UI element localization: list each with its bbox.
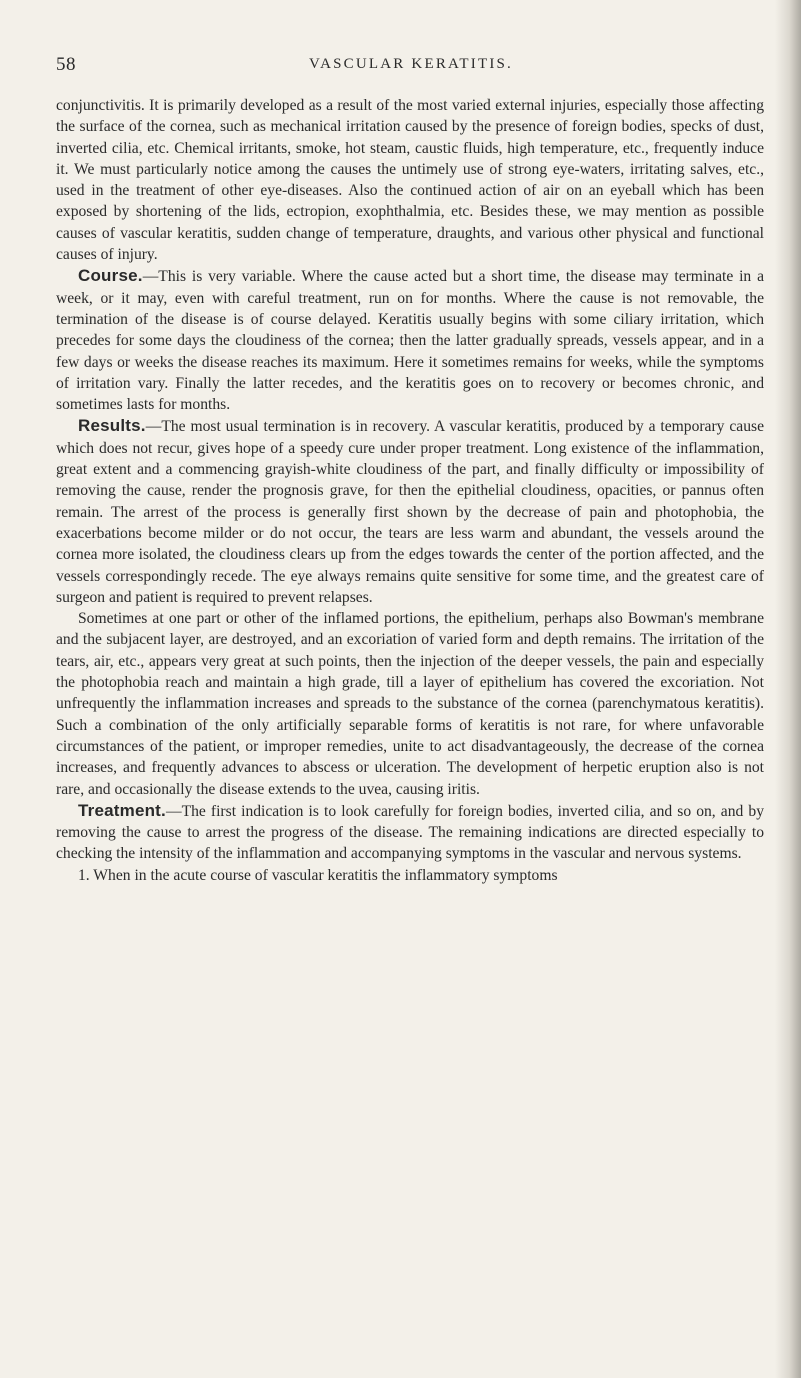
page-number: 58 xyxy=(56,54,76,75)
body-text xyxy=(56,95,764,886)
paragraph-results xyxy=(56,415,764,608)
paragraph-excoriation xyxy=(56,608,764,800)
paragraph-text: 1. When in the acute course of vascular keratitis the inflammatory symptoms xyxy=(78,866,558,884)
paragraph-treatment xyxy=(56,800,764,865)
paragraph-text: —This is very variable. Where the cause acted but a short time, the disease may terminate in a week, or it may, even with careful treatment, run on for months. Where the cause is not removable, the termination of the disease is of course delayed. Keratitis usually begins with some ciliary irritation, which precedes for some days the cloudiness of the cornea; then the latter gradually spreads, vessels appear, and in a few days or weeks the disease reaches its maximum. Here it sometimes remains for weeks, while the symptoms of irritation vary. Finally the latter recedes, and the keratitis goes on to recovery or becomes chronic, and sometimes lasts for months. xyxy=(56,268,764,414)
section-heading-course: Course. xyxy=(78,266,143,286)
paragraph-numbered-1 xyxy=(56,865,764,886)
page-edge-shadow xyxy=(775,0,801,1378)
running-head: VASCULAR KERATITIS. xyxy=(308,56,514,72)
section-heading-results: Results. xyxy=(78,416,146,436)
paragraph-text: —The most usual termination is in recovery. A vascular keratitis, produced by a temporary cause which does not recur, gives hope of a speedy cure under proper treatment. Long existence of the inflammation, great extent and a commencing grayish-white cloudiness of the part, and finally difficulty or impossibility of removing the cause, render the prognosis grave, for then the epithelial cloudiness, opacities, or pannus often remain. The arrest of the process is generally first shown by the decrease of pain and photophobia, the exacerbations become milder or do not occur, the tears are less warm and abundant, the vessels around the cornea more isolated, the cloudiness clears up from the edges towards the center of the portion affected, and the vessels correspondingly recede. The eye always remains quite sensitive for some time, and the greatest care of surgeon and patient is required to prevent relapses. xyxy=(56,418,764,606)
section-heading-treatment: Treatment. xyxy=(78,800,166,820)
paragraph-intro xyxy=(56,95,764,265)
paragraph-text: conjunctivitis. It is primarily developed as a result of the most varied external injuries, especially those affecting the surface of the cornea, such as mechanical irritation caused by the presence of foreign bodies, specks of dust, inverted cilia, etc. Chemical irritants, smoke, hot steam, caustic fluids, high temperature, etc., frequently induce it. We must particularly notice among the causes the untimely use of strong eye-waters, irritating salves, etc., used in the treatment of other eye-diseases. Also the continued action of air on an eyeball which has been exposed by shortening of the lids, ectropion, exophthalmia, etc. Besides these, we may mention as possible causes of vascular keratitis, sudden change of temperature, draughts, and various other physical and functional causes of injury. xyxy=(56,97,764,264)
paragraph-course xyxy=(56,265,764,415)
paragraph-text: —The first indication is to look carefully for foreign bodies, inverted cilia, and so on, and by removing the cause to arrest the progress of the disease. The remaining indications are directed especially to checking the intensity of the inflammation and accompanying symptoms in the vascular and nervous systems. xyxy=(56,802,764,863)
page-header xyxy=(56,54,766,80)
paragraph-text: Sometimes at one part or other of the inflamed portions, the epithelium, perhaps also Bowman's membrane and the subjacent layer, are destroyed, and an excoriation of varied form and depth remains. The irritation of the tears, air, etc., appears very great at such points, then the injection of the deeper vessels, the pain and especially the photophobia reach and maintain a high grade, till a layer of epithelium has covered the excoriation. Not unfrequently the inflammation increases and spreads to the substance of the cornea (parenchymatous keratitis). Such a combination of the only artificially separable forms of keratitis is not rare, for where unfavorable circumstances of the patient, or improper remedies, unite to act disadvantageously, the decrease of the cornea increases, and frequently advances to abscess or ulceration. The development of herpetic eruption also is not rare, and occasionally the disease extends to the uvea, causing iritis. xyxy=(56,610,764,798)
